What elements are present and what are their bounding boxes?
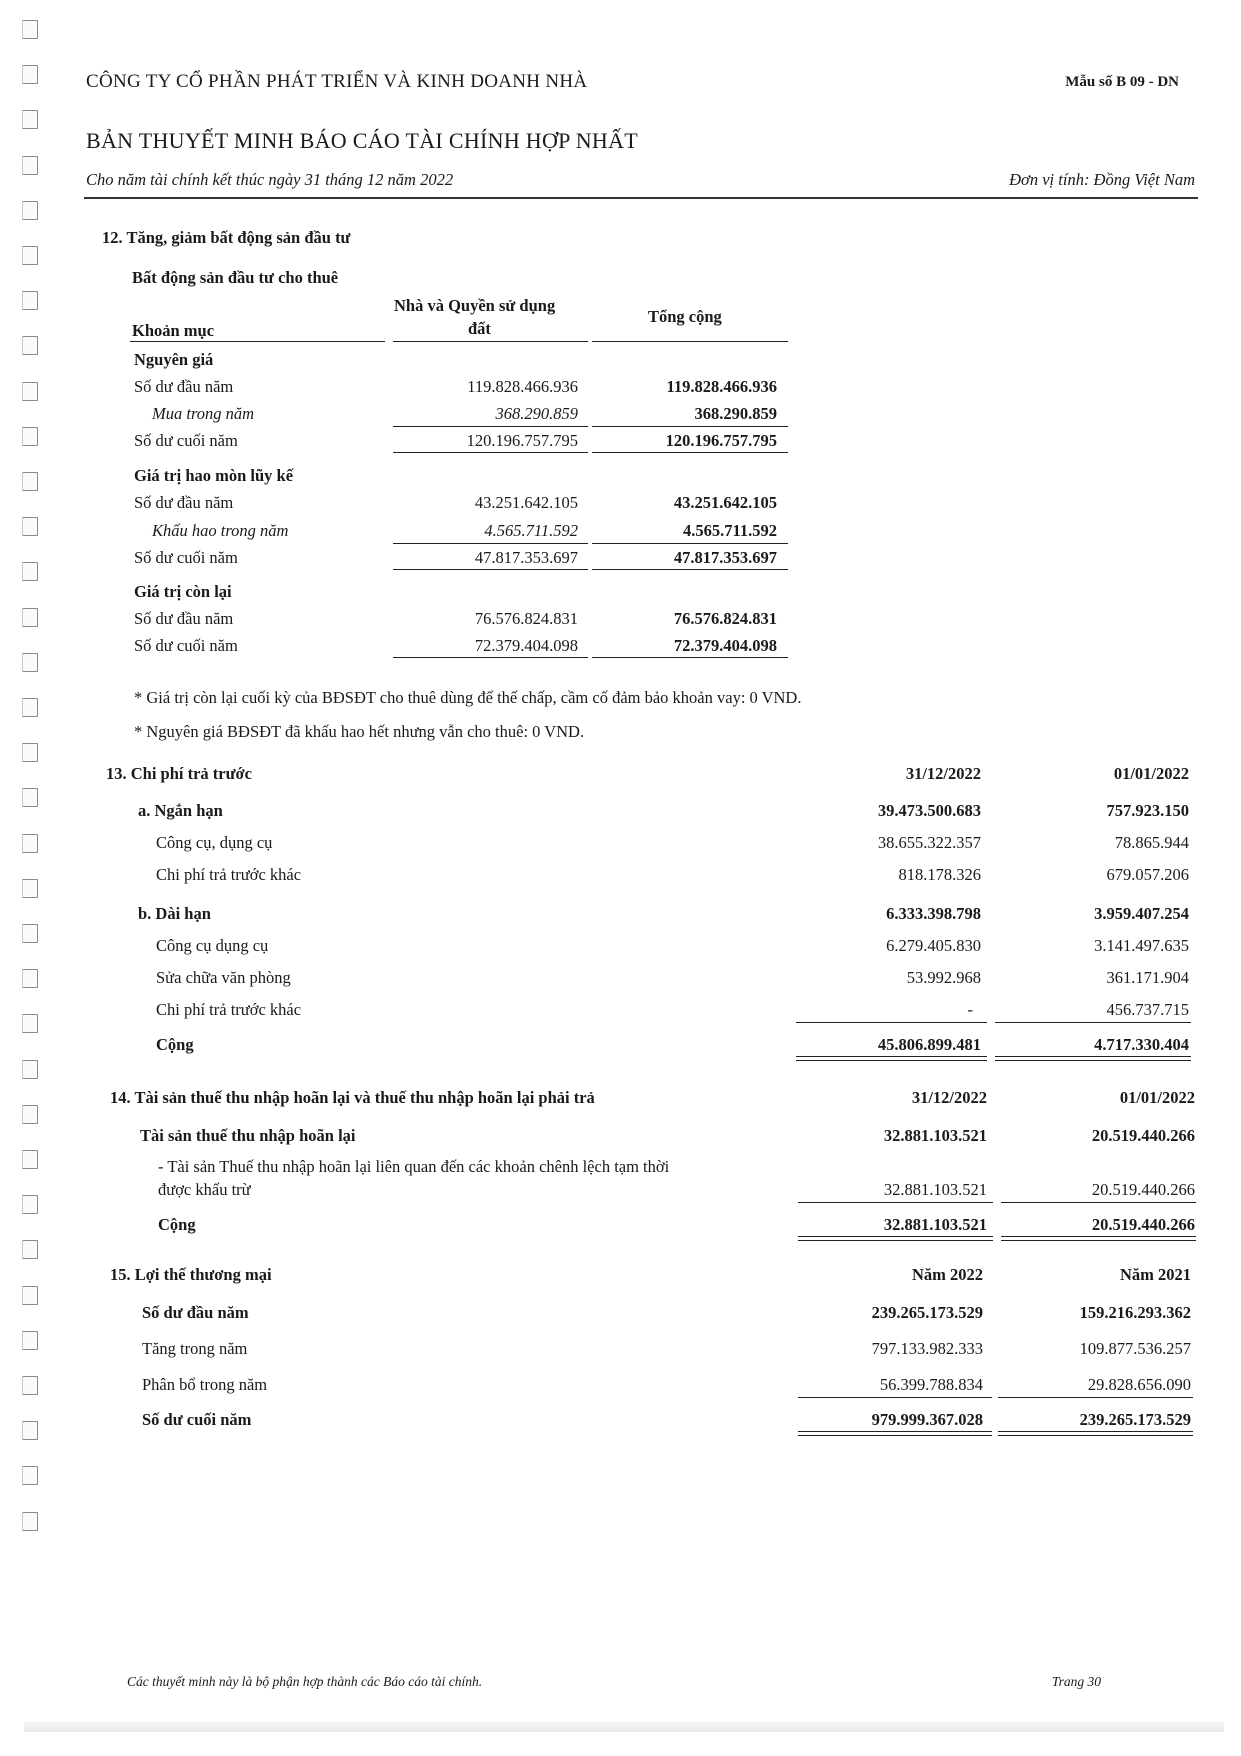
house-value: 76.576.824.831 xyxy=(474,609,578,628)
row-label: Số dư cuối năm xyxy=(134,548,238,567)
binder-hole-icon xyxy=(22,1286,38,1305)
subtotal-rule xyxy=(592,543,788,544)
binder-hole-icon xyxy=(22,156,38,175)
grand-total-rule xyxy=(798,1236,993,1241)
value-current: 45.806.899.481 xyxy=(877,1035,981,1054)
value-prior: 757.923.150 xyxy=(1106,801,1189,820)
binder-hole-icon xyxy=(22,1331,38,1350)
binder-hole-icon xyxy=(22,20,38,39)
section-15-heading: 15. Lợi thế thương mại xyxy=(110,1265,272,1284)
col-date-current: 31/12/2022 xyxy=(905,764,981,783)
row-label: Chi phí trả trước khác xyxy=(156,865,302,884)
row-label: Tăng trong năm xyxy=(142,1339,248,1358)
subtotal-rule xyxy=(393,426,588,427)
grand-total-rule xyxy=(796,1056,987,1061)
group-label: Giá trị còn lại xyxy=(134,582,232,601)
value-prior: 20.519.440.266 xyxy=(1091,1180,1195,1199)
section-12-heading: 12. Tăng, giảm bất động sản đầu tư xyxy=(102,228,351,247)
value-prior: 20.519.440.266 xyxy=(1091,1126,1195,1145)
subtotal-rule xyxy=(393,543,588,544)
group-label: Nguyên giá xyxy=(134,350,214,369)
row-label: Mua trong năm xyxy=(152,404,255,423)
binder-hole-icon xyxy=(22,1376,38,1395)
binder-hole-icon xyxy=(22,879,38,898)
row-label: Số dư cuối năm xyxy=(134,636,238,655)
total-value: 76.576.824.831 xyxy=(673,609,777,628)
row-label: Công cụ, dụng cụ xyxy=(156,833,273,852)
binder-hole-icon xyxy=(22,291,38,310)
value-current: 38.655.322.357 xyxy=(877,833,981,852)
row-label: Cộng xyxy=(158,1215,196,1234)
binder-hole-icon xyxy=(22,1014,38,1033)
row-label: Khấu hao trong năm xyxy=(152,521,289,540)
row-label: Tài sản thuế thu nhập hoãn lại xyxy=(140,1126,356,1145)
value-current: 56.399.788.834 xyxy=(879,1375,983,1394)
group-label: Giá trị hao mòn lũy kế xyxy=(134,466,294,485)
row-label: Số dư đầu năm xyxy=(134,493,234,512)
value-prior: 29.828.656.090 xyxy=(1087,1375,1191,1394)
total-value: 119.828.466.936 xyxy=(666,377,777,396)
binder-hole-icon xyxy=(22,562,38,581)
row-label-line2: được khấu trừ xyxy=(158,1180,251,1199)
row-label-line1: - Tài sản Thuế thu nhập hoãn lại liên quan đến các khoản chênh lệch tạm thời xyxy=(158,1157,670,1176)
page-number: Trang 30 xyxy=(1051,1674,1101,1689)
binder-hole-icon xyxy=(22,969,38,988)
value-prior: 3.959.407.254 xyxy=(1094,904,1189,923)
subtotal-rule xyxy=(798,1397,992,1398)
report-title: BẢN THUYẾT MINH BÁO CÁO TÀI CHÍNH HỢP NHẤT xyxy=(86,128,639,153)
binder-hole-icon xyxy=(22,1512,38,1531)
binder-hole-icon xyxy=(22,201,38,220)
row-label: Số dư đầu năm xyxy=(134,609,234,628)
binder-hole-icon xyxy=(22,336,38,355)
value-current: 32.881.103.521 xyxy=(883,1180,987,1199)
binder-hole-icon xyxy=(22,743,38,762)
row-label: Số dư đầu năm xyxy=(142,1303,249,1322)
binder-hole-icon xyxy=(22,427,38,446)
binder-hole-icon xyxy=(22,653,38,672)
row-label: Cộng xyxy=(156,1035,194,1054)
grand-total-rule xyxy=(798,1431,992,1436)
value-prior: 3.141.497.635 xyxy=(1094,936,1189,955)
grand-total-rule xyxy=(995,1056,1191,1061)
binder-hole-icon xyxy=(22,517,38,536)
binder-hole-icon xyxy=(22,788,38,807)
value-prior: 78.865.944 xyxy=(1114,833,1189,852)
row-label: b. Dài hạn xyxy=(138,904,211,923)
value-prior: 20.519.440.266 xyxy=(1091,1215,1195,1234)
total-value: 120.196.757.795 xyxy=(665,431,777,450)
col-total-header: Tổng cộng xyxy=(648,307,722,326)
house-value: 43.251.642.105 xyxy=(474,493,578,512)
subtotal-rule xyxy=(798,1202,993,1203)
total-value: 43.251.642.105 xyxy=(673,493,777,512)
total-rule xyxy=(393,569,588,570)
total-rule xyxy=(592,452,788,453)
row-label: Số dư đầu năm xyxy=(134,377,234,396)
currency-unit: Đơn vị tính: Đồng Việt Nam xyxy=(1009,170,1195,189)
value-prior: 456.737.715 xyxy=(1106,1000,1189,1019)
note-pledged: * Giá trị còn lại cuối kỳ của BĐSĐT cho thuê dùng để thế chấp, cầm cố đảm bảo khoản vay: 0 VND. xyxy=(134,688,802,707)
value-prior: 361.171.904 xyxy=(1106,968,1189,987)
form-code: Mẫu số B 09 - DN xyxy=(1065,74,1179,90)
row-label: Sửa chữa văn phòng xyxy=(156,968,291,987)
company-name: CÔNG TY CỔ PHẦN PHÁT TRIỂN VÀ KINH DOANH NHÀ xyxy=(86,71,588,92)
total-rule xyxy=(592,657,788,658)
house-value: 368.290.859 xyxy=(495,404,578,423)
binder-hole-icon xyxy=(22,382,38,401)
value-current: 979.999.367.028 xyxy=(871,1410,983,1429)
section-14-heading: 14. Tài sản thuế thu nhập hoãn lại và thuế thu nhập hoãn lại phải trả xyxy=(110,1088,595,1107)
col-year-prior: Năm 2021 xyxy=(1119,1265,1191,1284)
binder-hole-icon xyxy=(22,1466,38,1485)
value-current: - xyxy=(967,1000,973,1019)
house-value: 120.196.757.795 xyxy=(466,431,578,450)
binder-hole-icon xyxy=(22,1105,38,1124)
section-12-subheading: Bất động sản đầu tư cho thuê xyxy=(132,268,339,287)
binder-hole-icon xyxy=(22,698,38,717)
footer-note: Các thuyết minh này là bộ phận hợp thành các Báo cáo tài chính. xyxy=(127,1674,483,1689)
total-rule xyxy=(393,452,588,453)
note-fully-depreciated: * Nguyên giá BĐSĐT đã khấu hao hết nhưng vẫn cho thuê: 0 VND. xyxy=(134,722,585,741)
total-rule xyxy=(393,657,588,658)
subtotal-rule xyxy=(998,1397,1193,1398)
header-underline-item xyxy=(130,341,385,342)
value-current: 6.333.398.798 xyxy=(886,904,981,923)
section-13-heading: 13. Chi phí trả trước xyxy=(106,764,252,783)
binder-hole-icon xyxy=(22,110,38,129)
binder-hole-icon xyxy=(22,1240,38,1259)
scan-edge xyxy=(24,1722,1224,1732)
value-current: 797.133.982.333 xyxy=(871,1339,983,1358)
house-value: 119.828.466.936 xyxy=(467,377,578,396)
value-prior: 159.216.293.362 xyxy=(1079,1303,1191,1322)
total-rule xyxy=(592,569,788,570)
row-label: a. Ngắn hạn xyxy=(138,801,223,820)
binder-hole-icon xyxy=(22,1150,38,1169)
row-label: Phân bổ trong năm xyxy=(142,1375,268,1394)
binder-hole-icon xyxy=(22,608,38,627)
house-value: 47.817.353.697 xyxy=(474,548,578,567)
total-value: 4.565.711.592 xyxy=(683,521,777,540)
col-item-header: Khoản mục xyxy=(132,321,215,340)
binder-hole-icon xyxy=(22,834,38,853)
header-divider xyxy=(84,197,1198,199)
binder-hole-icon xyxy=(22,1060,38,1079)
grand-total-rule xyxy=(1001,1236,1196,1241)
binder-hole-icon xyxy=(22,246,38,265)
subtotal-rule xyxy=(995,1022,1191,1023)
row-label: Số dư cuối năm xyxy=(134,431,238,450)
total-value: 72.379.404.098 xyxy=(673,636,777,655)
house-value: 4.565.711.592 xyxy=(484,521,578,540)
binder-hole-icon xyxy=(22,472,38,491)
row-label: Chi phí trả trước khác xyxy=(156,1000,302,1019)
value-prior: 679.057.206 xyxy=(1106,865,1189,884)
binder-hole-icon xyxy=(22,1195,38,1214)
subtotal-rule xyxy=(1001,1202,1196,1203)
value-current: 6.279.405.830 xyxy=(886,936,981,955)
value-current: 53.992.968 xyxy=(906,968,981,987)
header-underline-house xyxy=(393,341,588,342)
binder-hole-icon xyxy=(22,1421,38,1440)
report-period: Cho năm tài chính kết thúc ngày 31 tháng 12 năm 2022 xyxy=(86,170,454,189)
binder-hole-icon xyxy=(22,924,38,943)
total-value: 368.290.859 xyxy=(694,404,777,423)
house-value: 72.379.404.098 xyxy=(474,636,578,655)
row-label: Công cụ dụng cụ xyxy=(156,936,269,955)
grand-total-rule xyxy=(998,1431,1193,1436)
binder-hole-icon xyxy=(22,65,38,84)
value-current: 32.881.103.521 xyxy=(883,1215,987,1234)
value-current: 39.473.500.683 xyxy=(877,801,981,820)
value-prior: 239.265.173.529 xyxy=(1079,1410,1191,1429)
subtotal-rule xyxy=(796,1022,987,1023)
col-house-header-line1: Nhà và Quyền sử dụng xyxy=(394,296,556,315)
value-current: 239.265.173.529 xyxy=(871,1303,983,1322)
value-prior: 109.877.536.257 xyxy=(1079,1339,1191,1358)
col-date-prior: 01/01/2022 xyxy=(1119,1088,1195,1107)
value-prior: 4.717.330.404 xyxy=(1094,1035,1189,1054)
row-label: Số dư cuối năm xyxy=(142,1410,252,1429)
value-current: 818.178.326 xyxy=(898,865,981,884)
col-date-prior: 01/01/2022 xyxy=(1113,764,1189,783)
total-value: 47.817.353.697 xyxy=(673,548,777,567)
col-house-header-line2: đất xyxy=(468,319,491,338)
header-underline-total xyxy=(592,341,788,342)
col-date-current: 31/12/2022 xyxy=(911,1088,987,1107)
value-current: 32.881.103.521 xyxy=(883,1126,987,1145)
subtotal-rule xyxy=(592,426,788,427)
col-year-current: Năm 2022 xyxy=(911,1265,983,1284)
